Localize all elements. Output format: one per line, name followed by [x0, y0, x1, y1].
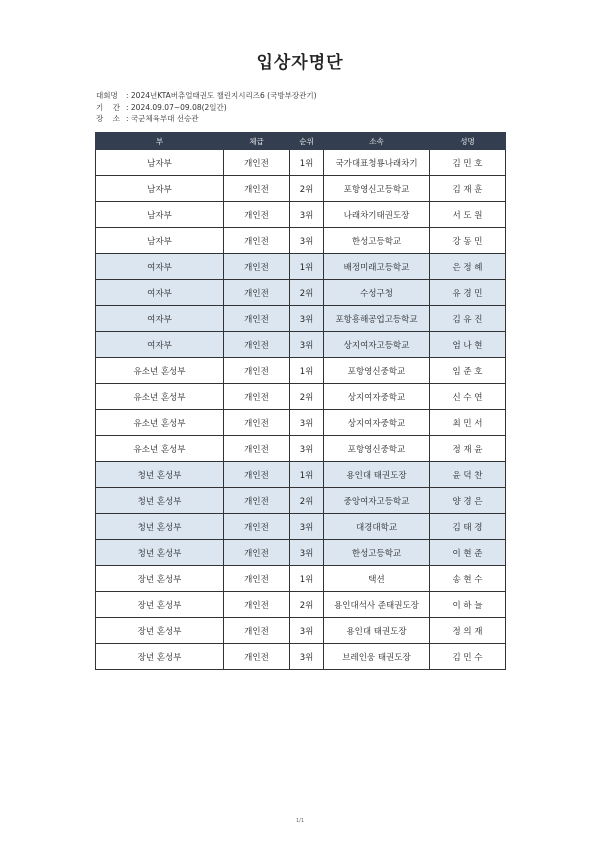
- event-venue-row: [96, 113, 317, 125]
- category-cell: 개인전: [224, 436, 290, 462]
- table-row: [96, 176, 506, 202]
- division-cell: 장년 혼성부: [96, 566, 224, 592]
- division-cell: 남자부: [96, 202, 224, 228]
- division-cell: 청년 혼성부: [96, 488, 224, 514]
- table-row: [96, 202, 506, 228]
- rank-cell: 3위: [290, 618, 324, 644]
- division-cell: 장년 혼성부: [96, 592, 224, 618]
- event-info: [96, 90, 317, 125]
- category-cell: 개인전: [224, 306, 290, 332]
- name-cell: 이 하 늘: [430, 592, 506, 618]
- affiliation-cell: 국가대표청룡나래차기: [324, 150, 430, 176]
- affiliation-cell: 한성고등학교: [324, 228, 430, 254]
- category-cell: 개인전: [224, 228, 290, 254]
- category-cell: 개인전: [224, 202, 290, 228]
- name-cell: 은 정 혜: [430, 254, 506, 280]
- header-affiliation: 소속: [324, 133, 430, 150]
- rank-cell: 1위: [290, 566, 324, 592]
- division-cell: 청년 혼성부: [96, 540, 224, 566]
- category-cell: 개인전: [224, 150, 290, 176]
- table-row: [96, 228, 506, 254]
- category-cell: 개인전: [224, 488, 290, 514]
- table-header-row: [96, 133, 506, 150]
- table-row: [96, 462, 506, 488]
- rank-cell: 3위: [290, 514, 324, 540]
- table-row: [96, 358, 506, 384]
- header-rank: 순위: [290, 133, 324, 150]
- affiliation-cell: 상지여자중학교: [324, 410, 430, 436]
- name-cell: 양 경 은: [430, 488, 506, 514]
- category-cell: 개인전: [224, 176, 290, 202]
- name-cell: 김 유 진: [430, 306, 506, 332]
- division-cell: 유소년 혼성부: [96, 358, 224, 384]
- affiliation-cell: 상지여자고등학교: [324, 332, 430, 358]
- division-cell: 장년 혼성부: [96, 618, 224, 644]
- affiliation-cell: 용인대석사 준태권도장: [324, 592, 430, 618]
- name-cell: 김 민 호: [430, 150, 506, 176]
- division-cell: 유소년 혼성부: [96, 410, 224, 436]
- name-cell: 김 태 경: [430, 514, 506, 540]
- name-cell: 강 동 민: [430, 228, 506, 254]
- affiliation-cell: 상지여자중학교: [324, 384, 430, 410]
- affiliation-cell: 브레인웅 태권도장: [324, 644, 430, 670]
- event-period-key: 기 간: [96, 102, 121, 112]
- name-cell: 임 준 호: [430, 358, 506, 384]
- rank-cell: 2위: [290, 176, 324, 202]
- affiliation-cell: 포항영신중학교: [324, 358, 430, 384]
- division-cell: 청년 혼성부: [96, 514, 224, 540]
- division-cell: 유소년 혼성부: [96, 384, 224, 410]
- division-cell: 여자부: [96, 254, 224, 280]
- name-cell: 정 의 재: [430, 618, 506, 644]
- category-cell: 개인전: [224, 384, 290, 410]
- event-period-value: : 2024.09.07~09.08(2일간): [126, 102, 227, 112]
- category-cell: 개인전: [224, 514, 290, 540]
- division-cell: 여자부: [96, 280, 224, 306]
- affiliation-cell: 포항영신고등학교: [324, 176, 430, 202]
- division-cell: 여자부: [96, 332, 224, 358]
- rank-cell: 3위: [290, 410, 324, 436]
- winners-table: [95, 132, 506, 670]
- name-cell: 최 민 서: [430, 410, 506, 436]
- affiliation-cell: 중앙여자고등학교: [324, 488, 430, 514]
- event-name-key: 대회명: [96, 91, 118, 100]
- category-cell: 개인전: [224, 540, 290, 566]
- name-cell: 이 현 준: [430, 540, 506, 566]
- table-row: [96, 410, 506, 436]
- affiliation-cell: 택션: [324, 566, 430, 592]
- category-cell: 개인전: [224, 566, 290, 592]
- division-cell: 유소년 혼성부: [96, 436, 224, 462]
- name-cell: 김 민 수: [430, 644, 506, 670]
- affiliation-cell: 수성구청: [324, 280, 430, 306]
- header-name: 성명: [430, 133, 506, 150]
- division-cell: 남자부: [96, 176, 224, 202]
- table-row: [96, 592, 506, 618]
- category-cell: 개인전: [224, 618, 290, 644]
- rank-cell: 1위: [290, 358, 324, 384]
- rank-cell: 3위: [290, 202, 324, 228]
- table-row: [96, 436, 506, 462]
- name-cell: 엄 나 현: [430, 332, 506, 358]
- rank-cell: 2위: [290, 384, 324, 410]
- affiliation-cell: 배정미래고등학교: [324, 254, 430, 280]
- category-cell: 개인전: [224, 644, 290, 670]
- rank-cell: 2위: [290, 592, 324, 618]
- table-row: [96, 280, 506, 306]
- category-cell: 개인전: [224, 358, 290, 384]
- category-cell: 개인전: [224, 462, 290, 488]
- table-row: [96, 150, 506, 176]
- affiliation-cell: 포항흥해공업고등학교: [324, 306, 430, 332]
- rank-cell: 1위: [290, 254, 324, 280]
- header-division: 부: [96, 133, 224, 150]
- rank-cell: 3위: [290, 436, 324, 462]
- affiliation-cell: 용인대 태권도장: [324, 618, 430, 644]
- table-row: [96, 540, 506, 566]
- rank-cell: 1위: [290, 150, 324, 176]
- rank-cell: 1위: [290, 462, 324, 488]
- page-title: 입상자명단: [256, 53, 344, 73]
- name-cell: 정 재 윤: [430, 436, 506, 462]
- affiliation-cell: 나래차기태권도장: [324, 202, 430, 228]
- rank-cell: 3위: [290, 306, 324, 332]
- table-row: [96, 332, 506, 358]
- affiliation-cell: 용인대 태권도장: [324, 462, 430, 488]
- event-name-row: [96, 90, 317, 102]
- table-row: [96, 514, 506, 540]
- rank-cell: 2위: [290, 280, 324, 306]
- division-cell: 남자부: [96, 228, 224, 254]
- category-cell: 개인전: [224, 410, 290, 436]
- table-row: [96, 488, 506, 514]
- table-row: [96, 618, 506, 644]
- name-cell: 서 도 원: [430, 202, 506, 228]
- event-venue-key: 장 소: [96, 114, 121, 123]
- category-cell: 개인전: [224, 592, 290, 618]
- category-cell: 개인전: [224, 280, 290, 306]
- rank-cell: 3위: [290, 540, 324, 566]
- table-row: [96, 566, 506, 592]
- table-row: [96, 644, 506, 670]
- header-category: 체급: [224, 133, 290, 150]
- event-name-value: : 2024년KTA버츄얼태권도 챌린지시리즈6 (국방부장관기): [126, 91, 317, 100]
- division-cell: 청년 혼성부: [96, 462, 224, 488]
- affiliation-cell: 대경대학교: [324, 514, 430, 540]
- name-cell: 신 수 연: [430, 384, 506, 410]
- event-period-row: [96, 102, 317, 114]
- category-cell: 개인전: [224, 332, 290, 358]
- division-cell: 장년 혼성부: [96, 644, 224, 670]
- table-row: [96, 254, 506, 280]
- table-row: [96, 306, 506, 332]
- name-cell: 송 현 수: [430, 566, 506, 592]
- affiliation-cell: 한성고등학교: [324, 540, 430, 566]
- table-row: [96, 384, 506, 410]
- rank-cell: 3위: [290, 228, 324, 254]
- event-venue-value: : 국군체육부대 선승관: [126, 114, 199, 123]
- affiliation-cell: 포항영신중학교: [324, 436, 430, 462]
- name-cell: 유 경 민: [430, 280, 506, 306]
- name-cell: 김 재 훈: [430, 176, 506, 202]
- name-cell: 윤 덕 찬: [430, 462, 506, 488]
- rank-cell: 3위: [290, 332, 324, 358]
- rank-cell: 2위: [290, 488, 324, 514]
- page-number: 1/1: [295, 818, 305, 824]
- division-cell: 남자부: [96, 150, 224, 176]
- category-cell: 개인전: [224, 254, 290, 280]
- rank-cell: 3위: [290, 644, 324, 670]
- division-cell: 여자부: [96, 306, 224, 332]
